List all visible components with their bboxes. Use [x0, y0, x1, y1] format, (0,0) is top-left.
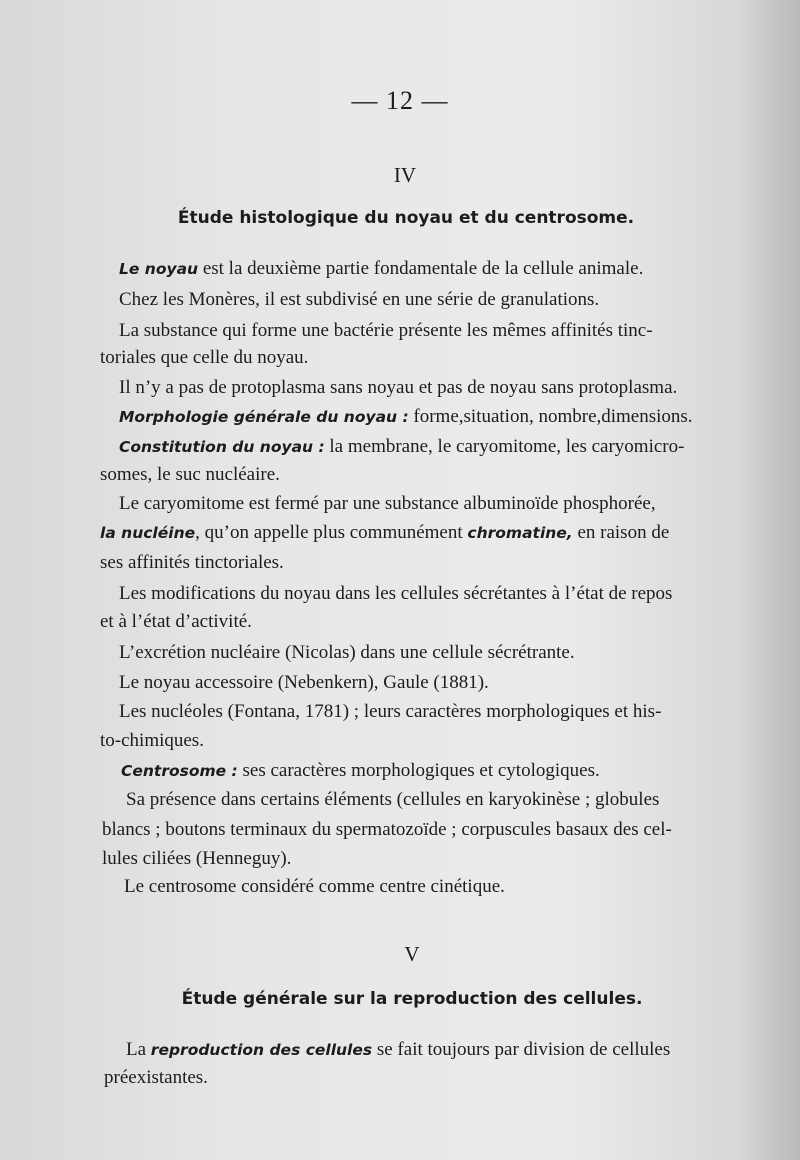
body-line	[119, 378, 677, 397]
line-text: est la deuxième partie fondamentale de la cellule animale.	[198, 258, 644, 279]
body-line	[100, 523, 669, 542]
emphasis: Centrosome :	[121, 762, 238, 780]
body-line	[100, 612, 252, 631]
line-text: blancs ; boutons terminaux du spermatozoïde ; corpuscules basaux des cel-	[102, 819, 672, 840]
line-text: Les nucléoles (Fontana, 1781) ; leurs caractères morphologiques et his-	[119, 701, 662, 722]
line-text: et à l’état d’activité.	[100, 611, 252, 632]
body-line	[100, 553, 284, 572]
line-text: la membrane, le caryomitome, les caryomicro-	[324, 436, 685, 457]
section-iv-numeral: IV	[393, 163, 417, 187]
line-text: ses caractères morphologiques et cytologiques.	[237, 760, 600, 781]
line-text: La	[126, 1039, 151, 1060]
body-line	[119, 702, 661, 721]
emphasis: Morphologie générale du noyau :	[119, 408, 409, 426]
line-text: ses affinités tinctoriales.	[100, 552, 284, 573]
line-text: forme,situation, nombre,dimensions.	[408, 406, 693, 427]
body-line	[100, 731, 204, 750]
line-text: se fait toujours par division de cellules	[372, 1039, 671, 1060]
line-text: Sa présence dans certains éléments (cellules en karyokinèse ; globules	[126, 789, 660, 810]
line-text: La substance qui forme une bactérie présente les mêmes affinités tinc-	[119, 320, 653, 341]
body-line	[119, 494, 656, 513]
emphasis: chromatine,	[467, 524, 573, 542]
line-text: Le centrosome considéré comme centre cinétique.	[124, 876, 505, 897]
body-line	[126, 790, 659, 809]
body-line	[119, 673, 489, 692]
section-v-numeral: V	[404, 942, 420, 966]
section-v-heading: Étude générale sur la reproduction des cellules.	[181, 989, 643, 1009]
body-line	[119, 259, 643, 278]
body-line	[126, 1040, 670, 1059]
page-number: — 12 —	[351, 86, 449, 115]
line-text: préexistantes.	[104, 1067, 208, 1088]
emphasis: Constitution du noyau :	[119, 438, 325, 456]
section-iv-heading: Étude histologique du noyau et du centrosome.	[177, 208, 635, 228]
line-text: L’excrétion nucléaire (Nicolas) dans une cellule sécrétrante.	[119, 642, 575, 663]
body-line	[119, 643, 575, 662]
emphasis: Le noyau	[119, 260, 199, 278]
line-text: lules ciliées (Henneguy).	[102, 848, 292, 869]
body-line	[104, 1068, 208, 1087]
line-text: Il n’y a pas de protoplasma sans noyau et pas de noyau sans protoplasma.	[119, 377, 678, 398]
emphasis: reproduction des cellules	[150, 1041, 373, 1059]
emphasis: la nucléine	[100, 524, 196, 542]
body-line	[121, 761, 600, 780]
line-text: Le caryomitome est fermé par une substance albuminoïde phosphorée,	[119, 493, 656, 514]
body-line	[124, 877, 505, 896]
body-line	[100, 465, 280, 484]
body-line	[119, 437, 684, 456]
body-line	[100, 348, 308, 367]
line-text: en raison de	[572, 522, 670, 543]
body-line	[119, 290, 599, 309]
line-text: , qu’on appelle plus communément	[195, 522, 468, 543]
body-line	[119, 321, 653, 340]
body-line	[119, 584, 672, 603]
line-text: toriales que celle du noyau.	[100, 347, 309, 368]
line-text: to-chimiques.	[100, 730, 204, 751]
line-text: Les modifications du noyau dans les cellules sécrétantes à l’état de repos	[119, 583, 673, 604]
body-line	[119, 407, 693, 426]
body-line	[102, 849, 291, 868]
body-line	[102, 820, 672, 839]
line-text: Chez les Monères, il est subdivisé en une série de granulations.	[119, 289, 600, 310]
line-text: somes, le suc nucléaire.	[100, 464, 280, 485]
line-text: Le noyau accessoire (Nebenkern), Gaule (1881).	[119, 672, 489, 693]
